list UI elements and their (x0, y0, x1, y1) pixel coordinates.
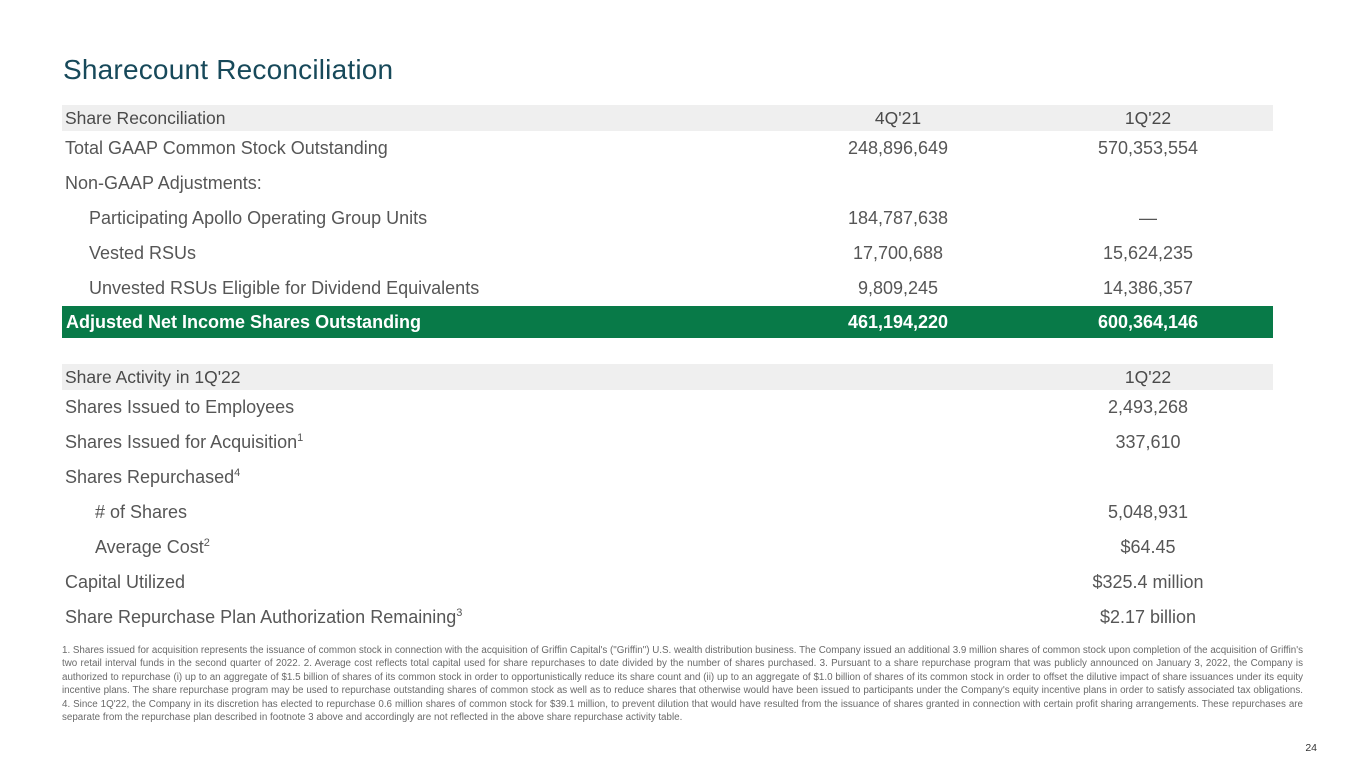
row-label: Average Cost$^2$ (95, 537, 210, 557)
column-header-1q22: 1Q'22 (1124, 107, 1172, 128)
page-title: Sharecount Reconciliation (63, 54, 394, 85)
share-activity-table (62, 364, 1273, 635)
table-row (62, 166, 1273, 201)
row-value-1q22: 15,624,235 (1102, 243, 1194, 263)
footnote-ref: 2 (203, 537, 210, 549)
page-number: 24 (1305, 742, 1317, 754)
row-label: Shares Repurchased$^4$ (65, 467, 241, 487)
row-value-1q22: 5,048,931 (1107, 502, 1189, 522)
table-header-row (62, 364, 1273, 390)
share-reconciliation-table (62, 105, 1273, 338)
row-label: Shares Issued for Acquisition$^1$ (65, 432, 304, 452)
row-label: Participating Apollo Operating Group Units (89, 208, 428, 228)
total-row-label: Adjusted Net Income Shares Outstanding (66, 311, 422, 332)
row-value-1q22: 570,353,554 (1097, 138, 1199, 158)
row-label: Shares Issued to Employees (65, 397, 295, 417)
table-row (62, 565, 1273, 600)
footnote-ref: 4 (234, 467, 241, 479)
table-row (62, 390, 1273, 425)
table-row (62, 131, 1273, 166)
row-label: Capital Utilized (65, 572, 186, 592)
column-header-4q21: 4Q'21 (874, 107, 922, 128)
row-value-1q22: $325.4 million (1092, 572, 1204, 592)
row-value-4q21: 17,700,688 (852, 243, 944, 263)
row-value-1q22: 2,493,268 (1107, 397, 1189, 417)
column-header-label: Share Reconciliation (65, 107, 226, 128)
table-row (62, 600, 1273, 635)
row-value-1q22: — (1139, 208, 1157, 228)
row-value-4q21: 184,787,638 (847, 208, 949, 228)
table-row (62, 460, 1273, 495)
table-row (62, 271, 1273, 306)
row-value-1q22: $2.17 billion (1099, 607, 1197, 627)
row-value-1q22: 14,386,357 (1102, 278, 1194, 298)
table-row (62, 236, 1273, 271)
table-header-row (62, 105, 1273, 131)
table-row (62, 495, 1273, 530)
footnote-ref: 3 (456, 607, 463, 619)
column-header-label: Share Activity in 1Q'22 (65, 366, 241, 387)
adjusted-total-row (62, 306, 1273, 338)
table-row (62, 425, 1273, 460)
row-value-1q22: $64.45 (1120, 537, 1176, 557)
row-value-4q21: 9,809,245 (857, 278, 939, 298)
table-row (62, 530, 1273, 565)
table-row (62, 201, 1273, 236)
row-value-4q21: 248,896,649 (847, 138, 949, 158)
row-label: Vested RSUs (89, 243, 197, 263)
row-label: Non-GAAP Adjustments: (65, 173, 262, 193)
row-label: # of Shares (95, 502, 188, 522)
footnote-ref: 1 (297, 432, 304, 444)
column-header-1q22: 1Q'22 (1124, 366, 1172, 387)
row-value-1q22: 337,610 (1115, 432, 1181, 452)
total-value-4q21: 461,194,220 (847, 311, 949, 332)
total-value-1q22: 600,364,146 (1097, 311, 1199, 332)
row-label: Share Repurchase Plan Authorization Remaining$^3$ (65, 607, 463, 627)
row-label: Unvested RSUs Eligible for Dividend Equivalents (89, 278, 480, 298)
footnotes-text: 1. Shares issued for acquisition represents the issuance of common stock in connection with the acquisition of Griffin Capital's ("Griffin") U.S. wealth distribution business. The Company issued an additional 3.9 million shares of common stock upon completion of the acquisition of Griffin's two retail interval funds in the second quarter of 2022. 2. Average cost reflects total capital used for share repurchases to date divided by the number of shares purchased. 3. Pursuant to a share repurchase program that was publicly announced on January 3, 2022, the Company is authorized to repurchase (i) up to an aggregate of $1.5 billion of shares of its common stock in order to opportunistically reduce its share count and (ii) up to an aggregate of $1.0 billion of shares of its common stock in order to offset the dilutive impact of share issuances under its equity incentive plans. The share repurchase program may be used to repurchase outstanding shares of common stock as well as to reduce shares that otherwise would have been issued to participants under the Company's equity incentive plans in order to satisfy associated tax obligations. 4. Since 1Q'22, the Company in its discretion has elected to repurchase 0.6 million shares of common stock for $39.1 million, to prevent dilution that would have resulted from the issuance of shares granted in connection with certain profit sharing arrangements. These repurchases are separate from the repurchase plan described in footnote 3 above and accordingly are not reflected in the above share repurchase activity table. (62, 645, 1303, 724)
row-label: Total GAAP Common Stock Outstanding (65, 138, 388, 158)
